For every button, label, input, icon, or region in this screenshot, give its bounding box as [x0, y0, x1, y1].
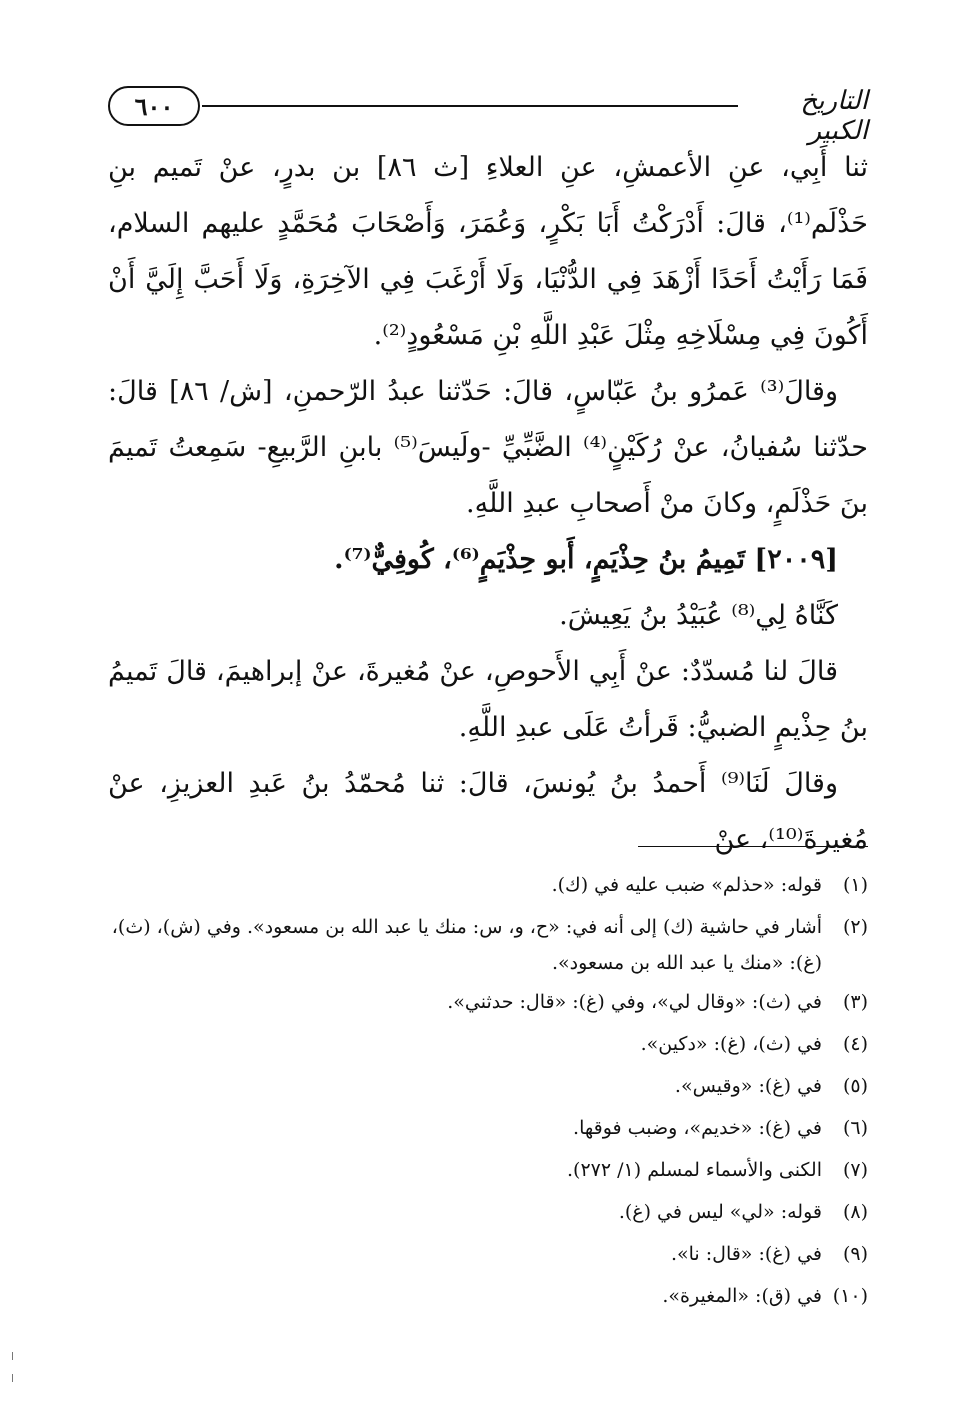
footnote-5 [108, 1065, 868, 1107]
entry-heading: [٢٠٠٩] تَمِيمُ بنُ حِذْيَمٍ، أَبو حِذْيَمٍ⁽⁶⁾، كُوفِيٌّ⁽⁷⁾. [334, 544, 838, 575]
paragraph-2: وقالَ⁽³⁾ عَمرُو بنُ عَبّاسٍ، قالَ: حَدّثنا عبدُ الرّحمنِ، [ش/ ٨٦] قالَ: حدّثنا سُفيانُ، عنْ رُكَيْنٍ⁽⁴⁾ الضَّبِّيِّ -ولَيسَ⁽⁵⁾ بابنِ الرَّبيعِ- سَمِعتُ تَميمَ بنَ حَذْلَمٍ، وكانَ منْ أَصحابِ عبدِ اللَّهِ. [108, 376, 868, 519]
footnote-number: (٥) [842, 1075, 868, 1097]
footnote-2 [108, 906, 868, 981]
footnote-text: قوله: «حذلم» ضبب عليه في (ك). [551, 874, 822, 896]
footnote-number: (٤) [842, 1033, 868, 1055]
footnote-text: في (ث)، (غ): «دكين». [640, 1033, 822, 1055]
footnote-number: (٢) [842, 916, 868, 938]
main-text [108, 140, 868, 868]
footnote-10 [108, 1275, 868, 1317]
footnote-1 [108, 864, 868, 906]
footnote-text: الكنى والأسماء لمسلم (١/ ٢٧٢). [567, 1159, 822, 1181]
footnote-text: في (غ): «قال: نا». [670, 1243, 822, 1265]
footnote-6 [108, 1107, 868, 1149]
footnote-text: في (ق): «المغيرة». [662, 1285, 822, 1307]
scan-margin-marks [12, 1352, 14, 1396]
footnote-text: في (غ): «وقيس». [674, 1075, 822, 1097]
paragraph-4: قالَ لنا مُسدّدٌ: عنْ أَبِي الأَحوصِ، عنْ مُغيرةَ، عنْ إبراهيمَ، قالَ تَميمُ بنُ حِذْيمٍ الضبيُّ: قَرأتُ عَلَى عبدِ اللَّهِ. [108, 656, 868, 743]
footnote-7 [108, 1149, 868, 1191]
footnote-text: في (غ): «خديم»، وضبب فوقها. [573, 1117, 822, 1139]
footnote-text: في (ث): «وقال لي»، وفي (غ): «قال: حدثني». [447, 991, 822, 1013]
book-title: التاريخ الكبير [800, 86, 868, 146]
footnote-number: (٩) [842, 1243, 868, 1265]
footnote-number: (١٠) [832, 1285, 868, 1307]
header-rule [202, 105, 738, 107]
paragraph-5: وقالَ لَنَا⁽⁹⁾ أَحمدُ بنُ يُونسَ، قالَ: ثنا مُحمّدُ بنُ عَبدِ العزيزِ، عنْ مُغيرةَ⁽¹⁰⁾، عنْ [108, 768, 868, 855]
footnote-number: (٨) [842, 1201, 868, 1223]
page-number: ٦٠٠ [108, 86, 200, 126]
footnote-9 [108, 1233, 868, 1275]
footnote-text: أشار في حاشية (ك) إلى أنه في: «ح، و، س: منك يا عبد الله بن مسعود». وفي (ش)، (ث)، (غ): «منك يا عبد الله بن مسعود». [111, 916, 822, 974]
footnote-number: (٦) [842, 1117, 868, 1139]
footnote-8 [108, 1191, 868, 1233]
footnotes [108, 864, 868, 1317]
page-header [108, 80, 868, 146]
paragraph-1: ثنا أَبِي، عنِ الأعمشِ، عنِ العلاءِ [ث ٨٦] بن بدرٍ، عنْ تَميم بنِ حَذْلَم⁽¹⁾، قالَ: أَدْرَكْتُ أَبَا بَكْرٍ، وَعُمَرَ، وَأَصْحَابَ مُحَمَّدٍ عليهم السلام، فَمَا رَأَيْتُ أَحَدًا أَزْهَدَ فِي الدُّنْيَا، وَلَا أَرْغَبَ فِي الآخِرَةِ، وَلَا أَحَبَّ إِلَيَّ أَنْ أَكُونَ فِي مِسْلَاخِهِ مِثْلَ عَبْدِ اللَّهِ بْنِ مَسْعُودٍ⁽²⁾. [108, 152, 868, 351]
footnote-3 [108, 981, 868, 1023]
footnote-number: (١) [842, 874, 868, 896]
footnote-4 [108, 1023, 868, 1065]
footnote-separator [638, 846, 868, 847]
footnote-number: (٣) [842, 991, 868, 1013]
footnote-number: (٧) [842, 1159, 868, 1181]
paragraph-3: كَنَّاهُ لِي⁽⁸⁾ عُبَيْدُ بنُ يَعِيشَ. [559, 600, 838, 631]
footnote-text: قوله: «لي» ليس في (غ). [618, 1201, 822, 1223]
